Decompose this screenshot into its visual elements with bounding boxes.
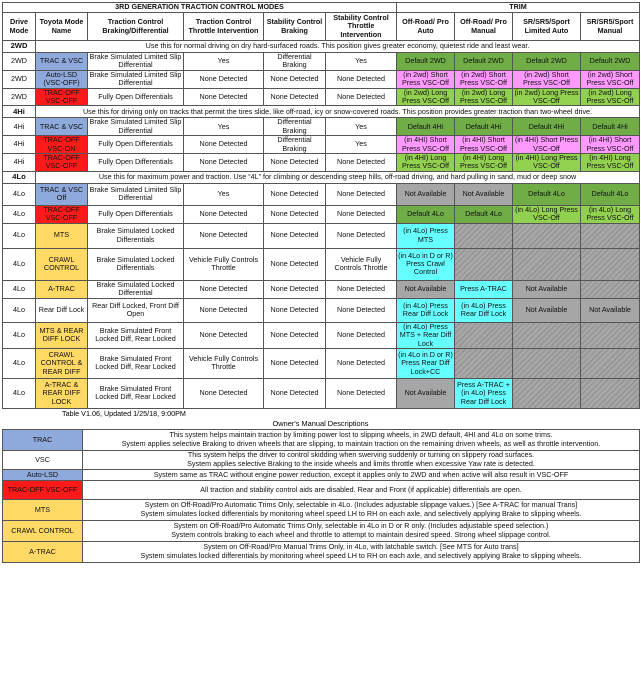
mode-row — [3, 118, 640, 136]
description-text — [83, 450, 640, 469]
mode-name-cell: TRAC-OFF VSC-OFF — [36, 154, 88, 172]
trim-cell — [581, 348, 640, 378]
column-header: SR/SR5/Sport Manual — [581, 13, 640, 41]
trim-cell — [513, 322, 581, 348]
description-line: System same as TRAC without engine power reduction, except it applies only to 2WD and when active will also result in VSC-OFF — [153, 469, 569, 479]
stability-braking-cell: None Detected — [264, 223, 326, 248]
trim-cell: Press A-TRAC — [455, 280, 513, 298]
mode-name-cell: Rear Diff Lock — [36, 298, 88, 322]
mode-row — [3, 298, 640, 322]
trim-cell — [513, 378, 581, 408]
description-line: System simulates locked differentials by monitoring wheel speed LH to RH on each axle, and selectively applying Brake to slipping wheels. — [140, 508, 582, 518]
braking-cell: Brake Simulated Locked Differentials — [88, 248, 184, 280]
drive-mode-cell: 2WD — [3, 70, 36, 88]
stability-braking-cell: None Detected — [264, 378, 326, 408]
description-name: MTS — [3, 499, 83, 520]
stability-throttle-cell: Yes — [326, 118, 397, 136]
section-note: Use this for driving only on tracks that permit the tires slide, like off-road, icy or snow-covered roads. This position provides greater traction than two-wheel drive. — [36, 106, 640, 118]
drive-mode-cell: 4Lo — [3, 280, 36, 298]
mode-row — [3, 322, 640, 348]
trim-cell — [513, 348, 581, 378]
stability-braking-cell: None Detected — [264, 183, 326, 205]
throttle-cell: Vehicle Fully Controls Throttle — [184, 248, 264, 280]
mode-row — [3, 53, 640, 71]
stability-braking-cell: Differential Braking — [264, 136, 326, 154]
trim-cell: Not Available — [397, 183, 455, 205]
trim-cell — [455, 248, 513, 280]
description-row — [3, 520, 640, 541]
trim-cell — [455, 322, 513, 348]
trim-cell: (in 2wd) Short Press VSC-Off — [455, 70, 513, 88]
trim-cell — [581, 378, 640, 408]
description-line: System on Off-Road/Pro Manual Trims Only, in 4Lo, with latchable switch. [See MTS for Auto trans] — [203, 542, 519, 552]
throttle-cell: None Detected — [184, 154, 264, 172]
trim-cell: Default 4Lo — [397, 205, 455, 223]
throttle-cell: Vehicle Fully Controls Throttle — [184, 348, 264, 378]
trim-cell: (in 2wd) Short Press VSC-Off — [581, 70, 640, 88]
braking-cell: Brake Simulated Limited Slip Differential — [88, 183, 184, 205]
description-name: Auto-LSD — [3, 469, 83, 480]
description-text — [83, 480, 640, 499]
description-row — [3, 450, 640, 469]
stability-throttle-cell: None Detected — [326, 298, 397, 322]
throttle-cell: None Detected — [184, 136, 264, 154]
mode-name-cell: A-TRAC — [36, 280, 88, 298]
description-text — [83, 429, 640, 450]
drive-mode-cell: 4Lo — [3, 378, 36, 408]
trim-cell: Default 4Hi — [455, 118, 513, 136]
description-row — [3, 480, 640, 499]
mode-row — [3, 348, 640, 378]
drive-mode-cell: 2WD — [3, 88, 36, 106]
throttle-cell: None Detected — [184, 205, 264, 223]
trim-cell: (in 4Lo) Long Press VSC-Off — [581, 205, 640, 223]
trim-cell: Not Available — [455, 183, 513, 205]
traction-modes-table — [2, 2, 640, 409]
description-text — [83, 541, 640, 562]
stability-throttle-cell: None Detected — [326, 348, 397, 378]
stability-braking-cell: None Detected — [264, 322, 326, 348]
mode-row — [3, 378, 640, 408]
trim-cell — [581, 223, 640, 248]
braking-cell: Brake Simulated Front Locked Diff, Rear Locked — [88, 378, 184, 408]
trim-cell — [455, 223, 513, 248]
description-name: VSC — [3, 450, 83, 469]
mode-name-cell: TRAC-OFF VSC-ON — [36, 136, 88, 154]
throttle-cell: Yes — [184, 118, 264, 136]
trim-cell: Not Available — [581, 298, 640, 322]
description-row — [3, 429, 640, 450]
throttle-cell: None Detected — [184, 378, 264, 408]
stability-throttle-cell: Yes — [326, 136, 397, 154]
mode-name-cell: CRAWL CONTROL & REAR DIFF — [36, 348, 88, 378]
mode-row — [3, 88, 640, 106]
trim-cell: Default 4Lo — [455, 205, 513, 223]
trim-cell — [455, 348, 513, 378]
description-name: TRAC — [3, 429, 83, 450]
trim-cell: (in 2wd) Long Press VSC-Off — [513, 88, 581, 106]
stability-braking-cell: Differential Braking — [264, 53, 326, 71]
trim-cell: Default 4Lo — [513, 183, 581, 205]
trim-cell: (in 4Lo) Press Rear Diff Lock — [397, 298, 455, 322]
description-row — [3, 541, 640, 562]
trim-cell: (in 2wd) Short Press VSC-Off — [513, 70, 581, 88]
mode-name-cell: CRAWL CONTROL — [36, 248, 88, 280]
description-name: TRAC-OFF VSC-OFF — [3, 480, 83, 499]
column-header: SR/SR5/Sport Limited Auto — [513, 13, 581, 41]
braking-cell: Brake Simulated Limited Slip Differential — [88, 118, 184, 136]
section-note: Use this for maximum power and traction. Use “4L” for climbing or descending steep hills, off-road driving, and hard pulling in sand, mud or deep snow — [36, 171, 640, 183]
mode-name-cell: MTS — [36, 223, 88, 248]
mode-name-cell: TRAC & VSC Off — [36, 183, 88, 205]
stability-throttle-cell: None Detected — [326, 70, 397, 88]
braking-cell: Fully Open Differentials — [88, 88, 184, 106]
mode-row — [3, 183, 640, 205]
trim-cell — [581, 248, 640, 280]
trim-cell: Not Available — [397, 378, 455, 408]
trim-cell: (in 4Lo) Press MTS + Rear Diff Lock — [397, 322, 455, 348]
trim-cell: Default 4Hi — [581, 118, 640, 136]
throttle-cell: None Detected — [184, 298, 264, 322]
group-title: 3RD GENERATION TRACTION CONTROL MODES — [3, 3, 397, 13]
mode-row — [3, 70, 640, 88]
stability-throttle-cell: Vehicle Fully Controls Throttle — [326, 248, 397, 280]
drive-mode-cell: 4Hi — [3, 118, 36, 136]
column-header: Off-Road/ Pro Manual — [455, 13, 513, 41]
trim-cell: Default 2WD — [513, 53, 581, 71]
column-header: Traction Control Braking/Differential — [88, 13, 184, 41]
trim-cell: (in 4Lo) Press MTS — [397, 223, 455, 248]
descriptions-title: Owner's Manual Descriptions — [272, 418, 369, 428]
stability-braking-cell: None Detected — [264, 154, 326, 172]
braking-cell: Brake Simulated Limited Slip Differential — [88, 70, 184, 88]
description-line: System applies selective Braking to the inside wheels and limits throttle when excessive Yaw rate is detected. — [187, 458, 535, 468]
throttle-cell: None Detected — [184, 280, 264, 298]
mode-name-cell: TRAC & VSC — [36, 118, 88, 136]
trim-cell: (in 4HI) Long Press VSC-Off — [513, 154, 581, 172]
trim-cell: Default 4Hi — [513, 118, 581, 136]
description-row — [3, 469, 640, 480]
traction-control-document — [2, 2, 639, 563]
stability-throttle-cell: None Detected — [326, 183, 397, 205]
trim-cell: Not Available — [397, 280, 455, 298]
braking-cell: Fully Open Differentials — [88, 154, 184, 172]
stability-throttle-cell: None Detected — [326, 205, 397, 223]
throttle-cell: None Detected — [184, 88, 264, 106]
description-line: System applies selective Braking to driven wheels that are slipping, to maintain traction on the remaining driven wheels, as well as throttle intervention. — [121, 438, 601, 448]
trim-cell: (in 2wd) Long Press VSC-Off — [581, 88, 640, 106]
drive-mode-cell: 4Lo — [3, 223, 36, 248]
table-version-note: Table V1.06, Updated 1/25/18, 9:00PM — [62, 408, 186, 418]
description-text — [83, 520, 640, 541]
throttle-cell: None Detected — [184, 223, 264, 248]
throttle-cell: Yes — [184, 53, 264, 71]
mode-name-cell: A-TRAC & REAR DIFF LOCK — [36, 378, 88, 408]
braking-cell: Brake Simulated Limited Slip Differential — [88, 53, 184, 71]
braking-cell: Brake Simulated Locked Differential — [88, 280, 184, 298]
column-header: Stability Control Braking — [264, 13, 326, 41]
mode-row — [3, 136, 640, 154]
stability-throttle-cell: None Detected — [326, 154, 397, 172]
trim-cell: Default 2WD — [455, 53, 513, 71]
braking-cell: Fully Open Differentials — [88, 136, 184, 154]
stability-braking-cell: Differential Braking — [264, 118, 326, 136]
trim-cell: Press A-TRAC +(in 4Lo) Press Rear Diff Lock — [455, 378, 513, 408]
trim-cell: (in 2wd) Long Press VSC-Off — [455, 88, 513, 106]
trim-cell — [581, 322, 640, 348]
description-line: This system helps the driver to control skidding when swerving suddenly or turning on slippery road surfaces. — [187, 450, 535, 460]
trim-cell: Not Available — [513, 280, 581, 298]
trim-cell: (in 4HI) Short Press VSC-Off — [397, 136, 455, 154]
trim-cell — [513, 223, 581, 248]
column-header: Stability Control Throttle Intervention — [326, 13, 397, 41]
stability-braking-cell: None Detected — [264, 298, 326, 322]
trim-cell: (in 4HI) Long Press VSC-Off — [455, 154, 513, 172]
mode-name-cell: Auto-LSD (VSC-OFF) — [36, 70, 88, 88]
trim-cell: Default 2WD — [581, 53, 640, 71]
column-header: Traction Control Throttle Intervention — [184, 13, 264, 41]
drive-mode-cell: 4Hi — [3, 136, 36, 154]
trim-cell: (in 4HI) Short Press VSC-Off — [513, 136, 581, 154]
drive-mode-cell: 4Lo — [3, 348, 36, 378]
braking-cell: Rear Diff Locked, Front Diff Open — [88, 298, 184, 322]
drive-mode-cell: 4Lo — [3, 248, 36, 280]
drive-mode-cell: 4Lo — [3, 322, 36, 348]
drive-mode-cell: 2WD — [3, 53, 36, 71]
stability-throttle-cell: None Detected — [326, 322, 397, 348]
mode-name-cell: TRAC-OFF VSC-OFF — [36, 88, 88, 106]
braking-cell: Brake Simulated Front Locked Diff, Rear Locked — [88, 348, 184, 378]
mode-row — [3, 248, 640, 280]
drive-mode-cell: 4Lo — [3, 205, 36, 223]
trim-cell: (in 4Lo in D or R) Press Crawl Control — [397, 248, 455, 280]
trim-title: TRIM — [397, 3, 640, 13]
stability-throttle-cell: Yes — [326, 53, 397, 71]
throttle-cell: None Detected — [184, 322, 264, 348]
braking-cell: Brake Simulated Locked Differentials — [88, 223, 184, 248]
stability-braking-cell: None Detected — [264, 70, 326, 88]
description-name: CRAWL CONTROL — [3, 520, 83, 541]
mode-name-cell: MTS & REAR DIFF LOCK — [36, 322, 88, 348]
trim-cell: (in 4HI) Short Press VSC-Off — [581, 136, 640, 154]
mode-row — [3, 154, 640, 172]
description-name: A-TRAC — [3, 541, 83, 562]
stability-braking-cell: None Detected — [264, 248, 326, 280]
trim-cell: (in 4HI) Short Press VSC-Off — [455, 136, 513, 154]
description-line: This system helps maintain traction by limiting power lost to slipping wheels, in 2WD default, 4HI and 4Lo on some trims. — [169, 430, 553, 440]
trim-cell: Default 2WD — [397, 53, 455, 71]
column-header: Drive Mode — [3, 13, 36, 41]
stability-braking-cell: None Detected — [264, 280, 326, 298]
stability-throttle-cell: None Detected — [326, 88, 397, 106]
stability-braking-cell: None Detected — [264, 88, 326, 106]
description-text — [83, 499, 640, 520]
description-line: System simulates locked differentials by monitoring wheel speed LH to RH on each axle, and selectively applying Brake to slipping wheels. — [140, 550, 582, 560]
trim-cell: (in 4Lo in D or R) Press Rear Diff Lock+CC — [397, 348, 455, 378]
trim-cell: (in 4HI) Long Press VSC-Off — [397, 154, 455, 172]
description-text — [83, 469, 640, 480]
throttle-cell: None Detected — [184, 70, 264, 88]
descriptions-table — [2, 429, 640, 563]
drive-mode-cell: 4Hi — [3, 154, 36, 172]
mode-row — [3, 205, 640, 223]
trim-cell: Not Available — [513, 298, 581, 322]
description-line: System on Off-Road/Pro Automatic Trims Only, selectable in 4Lo. (Includes adjustable slippage values.) [See A-TRAC for manual Trans] — [144, 500, 578, 510]
section-mode-label: 4Hi — [3, 106, 36, 118]
stability-throttle-cell: None Detected — [326, 378, 397, 408]
stability-throttle-cell: None Detected — [326, 280, 397, 298]
stability-braking-cell: None Detected — [264, 205, 326, 223]
trim-cell: (in 2wd) Long Press VSC-Off — [397, 88, 455, 106]
description-line: All traction and stability control aids are disabled. Rear and Front (if applicable) differentials are open. — [200, 484, 522, 494]
braking-cell: Brake Simulated Front Locked Diff, Rear Locked — [88, 322, 184, 348]
column-header: Toyota Mode Name — [36, 13, 88, 41]
trim-cell — [581, 280, 640, 298]
mode-row — [3, 223, 640, 248]
description-row — [3, 499, 640, 520]
braking-cell: Fully Open Differentials — [88, 205, 184, 223]
mode-name-cell: TRAC & VSC — [36, 53, 88, 71]
column-header: Off-Road/ Pro Auto — [397, 13, 455, 41]
drive-mode-cell: 4Lo — [3, 183, 36, 205]
mode-row — [3, 280, 640, 298]
trim-cell: (in 4HI) Long Press VSC-Off — [581, 154, 640, 172]
section-mode-label: 4Lo — [3, 171, 36, 183]
trim-cell: Default 4Hi — [397, 118, 455, 136]
mode-name-cell: TRAC-OFF VSC-OFF — [36, 205, 88, 223]
trim-cell: (in 4Lo) Long Press VSC-Off — [513, 205, 581, 223]
drive-mode-cell: 4Lo — [3, 298, 36, 322]
section-mode-label: 2WD — [3, 41, 36, 53]
trim-cell: (in 2wd) Short Press VSC-Off — [397, 70, 455, 88]
trim-cell: Default 4Lo — [581, 183, 640, 205]
trim-cell — [513, 248, 581, 280]
stability-throttle-cell: None Detected — [326, 223, 397, 248]
section-note: Use this for normal driving on dry hard-surfaced roads. This position gives greater economy, quietest ride and least wear. — [36, 41, 640, 53]
stability-braking-cell: None Detected — [264, 348, 326, 378]
throttle-cell: Yes — [184, 183, 264, 205]
trim-cell: (in 4Lo) Press Rear Diff Lock — [455, 298, 513, 322]
description-line: System controls braking to each wheel and throttle to attempt to maintain desired speed. Strong wheel slippage control. — [171, 529, 551, 539]
description-line: System on Off-Road/Pro Automatic Trims Only, selectable in 4Lo in D or R only. (Includes adjustable speed selection.) — [173, 521, 549, 531]
